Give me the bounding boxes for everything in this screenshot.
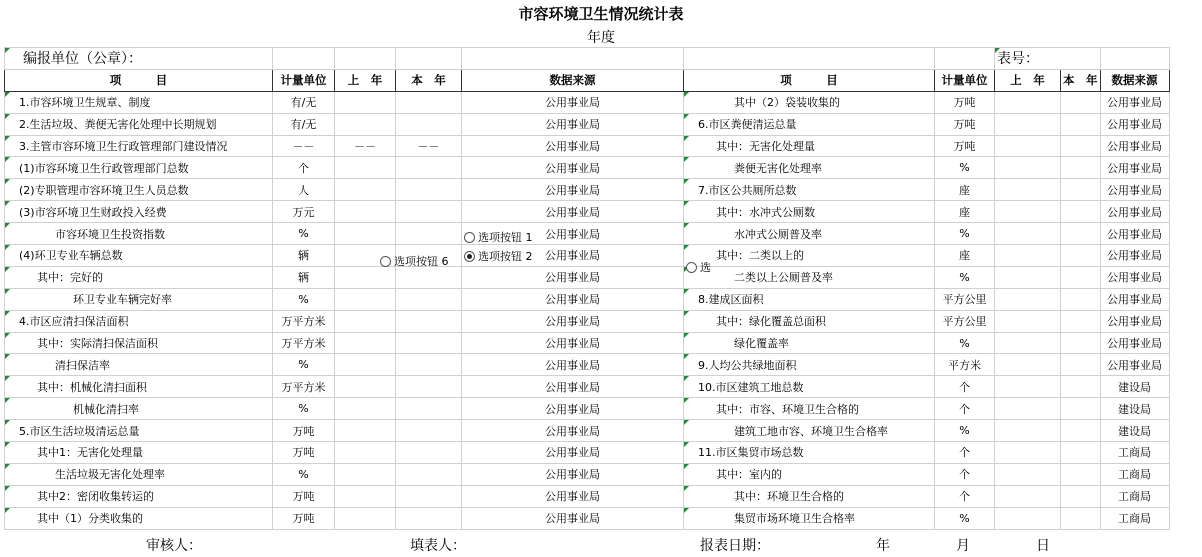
right-item-cell: 6.市区粪便清运总量 bbox=[684, 113, 935, 135]
right-item-cell: 其中：无害化处理量 bbox=[684, 135, 935, 157]
right-item-cell: 其中：绿化覆盖总面积 bbox=[684, 310, 935, 332]
right-prev-cell bbox=[995, 463, 1061, 485]
left-item-cell: 2.生活垃圾、粪便无害化处理中长期规划 bbox=[5, 113, 273, 135]
left-prev-cell bbox=[335, 354, 396, 376]
table-row bbox=[5, 463, 1170, 485]
left-source-cell: 公用事业局 bbox=[462, 310, 684, 332]
right-unit-cell: % bbox=[935, 420, 995, 442]
right-prev-cell bbox=[995, 354, 1061, 376]
left-item-cell: 5.市区生活垃圾清运总量 bbox=[5, 420, 273, 442]
header-curr-right: 本 年 bbox=[1061, 69, 1101, 91]
right-curr-cell bbox=[1061, 463, 1101, 485]
left-unit-cell: 有/无 bbox=[273, 91, 335, 113]
right-prev-cell bbox=[995, 201, 1061, 223]
right-source-cell: 公用事业局 bbox=[1100, 223, 1169, 245]
header-unit-left: 计量单位 bbox=[273, 69, 335, 91]
radio-checked-icon bbox=[464, 251, 475, 262]
right-source-cell: 公用事业局 bbox=[1100, 201, 1169, 223]
right-item-cell: 7.市区公共厕所总数 bbox=[684, 179, 935, 201]
left-curr-cell bbox=[396, 113, 462, 135]
left-curr-cell bbox=[396, 420, 462, 442]
left-curr-cell bbox=[396, 354, 462, 376]
right-unit-cell: 万吨 bbox=[935, 91, 995, 113]
table-subtitle: 年度 bbox=[587, 30, 615, 46]
left-unit-cell: 辆 bbox=[273, 245, 335, 267]
left-unit-cell: 万吨 bbox=[273, 420, 335, 442]
left-prev-cell bbox=[335, 398, 396, 420]
table-row bbox=[5, 91, 1170, 113]
left-prev-cell bbox=[335, 91, 396, 113]
right-prev-cell bbox=[995, 442, 1061, 464]
right-curr-cell bbox=[1061, 354, 1101, 376]
table-title: 市容环境卫生情况统计表 bbox=[518, 5, 684, 23]
header-unit-right: 计量单位 bbox=[935, 69, 995, 91]
left-curr-cell bbox=[396, 376, 462, 398]
left-item-cell: 其中（1）分类收集的 bbox=[5, 507, 273, 529]
right-curr-cell bbox=[1061, 157, 1101, 179]
left-prev-cell bbox=[335, 157, 396, 179]
left-source-cell: 公用事业局 bbox=[462, 288, 684, 310]
right-curr-cell bbox=[1061, 288, 1101, 310]
right-curr-cell bbox=[1061, 223, 1101, 245]
reviewer-label: 审核人： bbox=[146, 538, 202, 554]
right-unit-cell: 个 bbox=[935, 442, 995, 464]
right-unit-cell: 万吨 bbox=[935, 113, 995, 135]
header-item-right: 项 目 bbox=[684, 69, 935, 91]
right-source-cell: 工商局 bbox=[1100, 463, 1169, 485]
option-button-1-label: 选项按钮 1 bbox=[478, 231, 533, 244]
right-curr-cell bbox=[1061, 310, 1101, 332]
left-prev-cell bbox=[335, 223, 396, 245]
left-unit-cell: % bbox=[273, 398, 335, 420]
left-prev-cell bbox=[335, 507, 396, 529]
left-prev-cell bbox=[335, 442, 396, 464]
right-source-cell: 建设局 bbox=[1100, 398, 1169, 420]
right-source-cell: 公用事业局 bbox=[1100, 91, 1169, 113]
right-prev-cell bbox=[995, 135, 1061, 157]
left-prev-cell bbox=[335, 113, 396, 135]
left-unit-cell: 辆 bbox=[273, 266, 335, 288]
header-item-left: 项 目 bbox=[5, 69, 273, 91]
right-source-cell: 公用事业局 bbox=[1100, 135, 1169, 157]
left-unit-cell: 万吨 bbox=[273, 442, 335, 464]
left-item-cell: (4)环卫专业车辆总数 bbox=[5, 245, 273, 267]
right-prev-cell bbox=[995, 266, 1061, 288]
right-item-cell: 8.建成区面积 bbox=[684, 288, 935, 310]
right-unit-cell: % bbox=[935, 332, 995, 354]
left-source-cell: 公用事业局 bbox=[462, 398, 684, 420]
right-prev-cell bbox=[995, 332, 1061, 354]
right-unit-cell: % bbox=[935, 266, 995, 288]
left-item-cell: 其中2：密闭收集转运的 bbox=[5, 485, 273, 507]
left-source-cell: 公用事业局 bbox=[462, 332, 684, 354]
left-unit-cell: 万平方米 bbox=[273, 376, 335, 398]
right-curr-cell bbox=[1061, 420, 1101, 442]
right-curr-cell bbox=[1061, 113, 1101, 135]
left-unit-cell: 万吨 bbox=[273, 507, 335, 529]
left-source-cell: 公用事业局 bbox=[462, 223, 684, 245]
right-item-cell: 10.市区建筑工地总数 bbox=[684, 376, 935, 398]
left-source-cell: 公用事业局 bbox=[462, 420, 684, 442]
left-item-cell: (3)市容环境卫生财政投入经费 bbox=[5, 201, 273, 223]
right-unit-cell: 座 bbox=[935, 245, 995, 267]
table-row bbox=[5, 223, 1170, 245]
table-row bbox=[5, 420, 1170, 442]
left-item-cell: 其中：完好的 bbox=[5, 266, 273, 288]
right-source-cell: 公用事业局 bbox=[1100, 332, 1169, 354]
left-item-cell: 1.市容环境卫生规章、制度 bbox=[5, 91, 273, 113]
right-curr-cell bbox=[1061, 91, 1101, 113]
header-prev-right: 上 年 bbox=[995, 69, 1061, 91]
right-item-cell: 其中（2）袋装收集的 bbox=[684, 91, 935, 113]
right-prev-cell bbox=[995, 91, 1061, 113]
radio-unchecked-icon bbox=[686, 262, 697, 273]
left-item-cell: 市容环境卫生投资指数 bbox=[5, 223, 273, 245]
right-item-cell: 水冲式公厕普及率 bbox=[684, 223, 935, 245]
right-prev-cell bbox=[995, 179, 1061, 201]
left-unit-cell: －－ bbox=[273, 135, 335, 157]
left-curr-cell bbox=[396, 463, 462, 485]
left-prev-cell bbox=[335, 310, 396, 332]
report-year-label: 年 bbox=[876, 538, 890, 554]
right-source-cell: 公用事业局 bbox=[1100, 266, 1169, 288]
left-source-cell: 公用事业局 bbox=[462, 463, 684, 485]
left-curr-cell bbox=[396, 91, 462, 113]
table-row bbox=[5, 354, 1170, 376]
left-curr-cell bbox=[396, 507, 462, 529]
left-curr-cell: －－ bbox=[396, 135, 462, 157]
table-row bbox=[5, 135, 1170, 157]
table-row bbox=[5, 332, 1170, 354]
left-source-cell: 公用事业局 bbox=[462, 376, 684, 398]
left-item-cell: 其中：实际清扫保洁面积 bbox=[5, 332, 273, 354]
left-source-cell: 公用事业局 bbox=[462, 485, 684, 507]
left-unit-cell: 万吨 bbox=[273, 485, 335, 507]
option-button-2-label: 选项按钮 2 bbox=[478, 250, 533, 263]
left-source-cell: 公用事业局 bbox=[462, 201, 684, 223]
right-prev-cell bbox=[995, 245, 1061, 267]
left-curr-cell bbox=[396, 179, 462, 201]
right-item-cell: 11.市区集贸市场总数 bbox=[684, 442, 935, 464]
right-curr-cell bbox=[1061, 507, 1101, 529]
right-curr-cell bbox=[1061, 201, 1101, 223]
table-row bbox=[5, 201, 1170, 223]
left-prev-cell bbox=[335, 332, 396, 354]
right-unit-cell: 个 bbox=[935, 463, 995, 485]
left-curr-cell bbox=[396, 310, 462, 332]
table-row bbox=[5, 157, 1170, 179]
left-unit-cell: 个 bbox=[273, 157, 335, 179]
right-unit-cell: 座 bbox=[935, 179, 995, 201]
table-row bbox=[5, 266, 1170, 288]
right-prev-cell bbox=[995, 157, 1061, 179]
right-item-cell: 其中：环境卫生合格的 bbox=[684, 485, 935, 507]
right-curr-cell bbox=[1061, 398, 1101, 420]
right-source-cell: 建设局 bbox=[1100, 420, 1169, 442]
left-curr-cell bbox=[396, 266, 462, 288]
right-prev-cell bbox=[995, 398, 1061, 420]
left-item-cell: 4.市区应清扫保洁面积 bbox=[5, 310, 273, 332]
report-month-label: 月 bbox=[956, 538, 970, 554]
right-source-cell: 公用事业局 bbox=[1100, 179, 1169, 201]
left-item-cell: 环卫专业车辆完好率 bbox=[5, 288, 273, 310]
left-prev-cell bbox=[335, 288, 396, 310]
table-row bbox=[5, 485, 1170, 507]
right-item-cell: 粪便无害化处理率 bbox=[684, 157, 935, 179]
option-button-6-label: 选项按钮 6 bbox=[394, 255, 449, 268]
right-source-cell: 公用事业局 bbox=[1100, 288, 1169, 310]
right-unit-cell: 平方公里 bbox=[935, 288, 995, 310]
left-curr-cell bbox=[396, 223, 462, 245]
left-curr-cell bbox=[396, 332, 462, 354]
compile-unit-label: 编报单位（公章）： bbox=[5, 48, 273, 70]
left-source-cell: 公用事业局 bbox=[462, 354, 684, 376]
right-prev-cell bbox=[995, 288, 1061, 310]
filler-label: 填表人： bbox=[410, 538, 466, 554]
right-curr-cell bbox=[1061, 376, 1101, 398]
right-curr-cell bbox=[1061, 266, 1101, 288]
left-unit-cell: 万平方米 bbox=[273, 310, 335, 332]
left-item-cell: 生活垃圾无害化处理率 bbox=[5, 463, 273, 485]
column-header-row bbox=[5, 69, 1170, 91]
right-unit-cell: 平方公里 bbox=[935, 310, 995, 332]
option-button-partial[interactable] bbox=[686, 259, 711, 275]
table-row bbox=[5, 376, 1170, 398]
right-item-cell: 二类以上公厕普及率 bbox=[684, 266, 935, 288]
left-unit-cell: 万平方米 bbox=[273, 332, 335, 354]
left-prev-cell bbox=[335, 463, 396, 485]
left-prev-cell bbox=[335, 376, 396, 398]
left-unit-cell: 人 bbox=[273, 179, 335, 201]
table-row bbox=[5, 113, 1170, 135]
right-curr-cell bbox=[1061, 485, 1101, 507]
left-source-cell: 公用事业局 bbox=[462, 157, 684, 179]
left-prev-cell bbox=[335, 485, 396, 507]
right-unit-cell: 个 bbox=[935, 376, 995, 398]
header-source-left: 数据来源 bbox=[462, 69, 684, 91]
right-unit-cell: 万吨 bbox=[935, 135, 995, 157]
table-row bbox=[5, 245, 1170, 267]
right-prev-cell bbox=[995, 376, 1061, 398]
left-unit-cell: 万元 bbox=[273, 201, 335, 223]
left-curr-cell bbox=[396, 398, 462, 420]
left-prev-cell bbox=[335, 420, 396, 442]
left-prev-cell: －－ bbox=[335, 135, 396, 157]
left-prev-cell bbox=[335, 179, 396, 201]
header-source-right: 数据来源 bbox=[1100, 69, 1169, 91]
header-info-row bbox=[5, 48, 1170, 70]
right-item-cell: 其中：室内的 bbox=[684, 463, 935, 485]
left-source-cell: 公用事业局 bbox=[462, 266, 684, 288]
right-prev-cell bbox=[995, 485, 1061, 507]
table-row bbox=[5, 507, 1170, 529]
right-prev-cell bbox=[995, 420, 1061, 442]
right-item-cell: 绿化覆盖率 bbox=[684, 332, 935, 354]
right-curr-cell bbox=[1061, 245, 1101, 267]
right-item-cell: 集贸市场环境卫生合格率 bbox=[684, 507, 935, 529]
right-prev-cell bbox=[995, 113, 1061, 135]
radio-unchecked-icon bbox=[464, 232, 475, 243]
report-date-label: 报表日期： bbox=[700, 538, 770, 554]
header-curr-left: 本 年 bbox=[396, 69, 462, 91]
left-unit-cell: % bbox=[273, 288, 335, 310]
left-unit-cell: 有/无 bbox=[273, 113, 335, 135]
right-curr-cell bbox=[1061, 332, 1101, 354]
right-unit-cell: 平方米 bbox=[935, 354, 995, 376]
table-row bbox=[5, 310, 1170, 332]
left-item-cell: (2)专职管理市容环境卫生人员总数 bbox=[5, 179, 273, 201]
right-unit-cell: % bbox=[935, 223, 995, 245]
left-item-cell: (1)市容环境卫生行政管理部门总数 bbox=[5, 157, 273, 179]
right-item-cell: 建筑工地市容、环境卫生合格率 bbox=[684, 420, 935, 442]
left-source-cell: 公用事业局 bbox=[462, 442, 684, 464]
left-source-cell: 公用事业局 bbox=[462, 507, 684, 529]
right-source-cell: 公用事业局 bbox=[1100, 157, 1169, 179]
left-unit-cell: % bbox=[273, 463, 335, 485]
header-prev-left: 上 年 bbox=[335, 69, 396, 91]
form-number-label: 表号： bbox=[995, 48, 1101, 70]
table-row bbox=[5, 442, 1170, 464]
right-unit-cell: % bbox=[935, 507, 995, 529]
right-source-cell: 工商局 bbox=[1100, 507, 1169, 529]
right-curr-cell bbox=[1061, 135, 1101, 157]
right-unit-cell: 座 bbox=[935, 201, 995, 223]
right-source-cell: 公用事业局 bbox=[1100, 245, 1169, 267]
left-item-cell: 其中1：无害化处理量 bbox=[5, 442, 273, 464]
left-curr-cell bbox=[396, 442, 462, 464]
option-button-2[interactable] bbox=[464, 248, 533, 264]
left-item-cell: 其中：机械化清扫面积 bbox=[5, 376, 273, 398]
right-source-cell: 工商局 bbox=[1100, 442, 1169, 464]
right-source-cell: 公用事业局 bbox=[1100, 354, 1169, 376]
right-source-cell: 建设局 bbox=[1100, 376, 1169, 398]
left-prev-cell bbox=[335, 201, 396, 223]
right-item-cell: 其中：水冲式公厕数 bbox=[684, 201, 935, 223]
table-row bbox=[5, 179, 1170, 201]
left-unit-cell: % bbox=[273, 354, 335, 376]
left-source-cell: 公用事业局 bbox=[462, 245, 684, 267]
left-prev-cell bbox=[335, 266, 396, 288]
right-source-cell: 公用事业局 bbox=[1100, 310, 1169, 332]
right-curr-cell bbox=[1061, 442, 1101, 464]
right-unit-cell: 个 bbox=[935, 485, 995, 507]
right-item-cell: 9.人均公共绿地面积 bbox=[684, 354, 935, 376]
left-item-cell: 3.主管市容环境卫生行政管理部门建设情况 bbox=[5, 135, 273, 157]
right-unit-cell: 个 bbox=[935, 398, 995, 420]
left-unit-cell: % bbox=[273, 223, 335, 245]
right-source-cell: 公用事业局 bbox=[1100, 113, 1169, 135]
radio-unchecked-icon bbox=[380, 256, 391, 267]
right-item-cell: 其中：二类以上的 bbox=[684, 245, 935, 267]
left-source-cell: 公用事业局 bbox=[462, 179, 684, 201]
table-row bbox=[5, 398, 1170, 420]
option-button-1[interactable] bbox=[464, 229, 533, 245]
option-button-6[interactable] bbox=[380, 253, 449, 269]
left-curr-cell bbox=[396, 201, 462, 223]
report-day-label: 日 bbox=[1036, 538, 1050, 554]
right-prev-cell bbox=[995, 223, 1061, 245]
statistics-table bbox=[4, 47, 1170, 530]
right-curr-cell bbox=[1061, 179, 1101, 201]
left-curr-cell bbox=[396, 485, 462, 507]
option-button-partial-label: 选 bbox=[700, 261, 711, 274]
left-source-cell: 公用事业局 bbox=[462, 113, 684, 135]
left-curr-cell bbox=[396, 157, 462, 179]
left-curr-cell bbox=[396, 288, 462, 310]
right-unit-cell: % bbox=[935, 157, 995, 179]
right-item-cell: 其中：市容、环境卫生合格的 bbox=[684, 398, 935, 420]
left-item-cell: 清扫保洁率 bbox=[5, 354, 273, 376]
left-source-cell: 公用事业局 bbox=[462, 135, 684, 157]
right-source-cell: 工商局 bbox=[1100, 485, 1169, 507]
table-row bbox=[5, 288, 1170, 310]
left-source-cell: 公用事业局 bbox=[462, 91, 684, 113]
right-prev-cell bbox=[995, 310, 1061, 332]
right-prev-cell bbox=[995, 507, 1061, 529]
left-item-cell: 机械化清扫率 bbox=[5, 398, 273, 420]
